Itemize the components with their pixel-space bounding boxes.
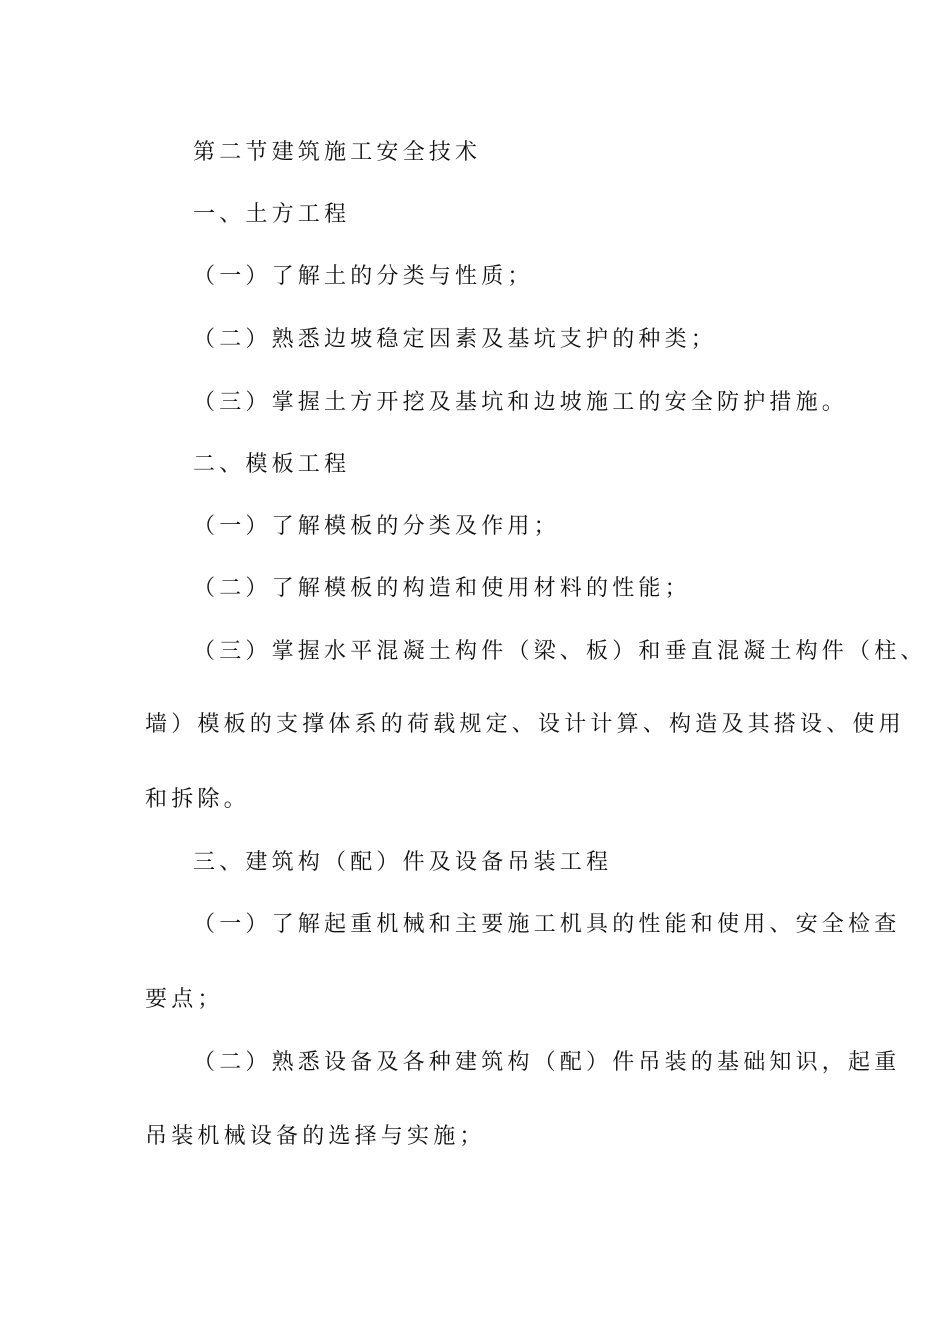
subsection-heading-hoisting: 三、建筑构（配）件及设备吊装工程 bbox=[193, 850, 613, 875]
list-item: （二）熟悉设备及各种建筑构（配）件吊装的基础知识，起重 bbox=[193, 1050, 901, 1075]
list-item-continuation: 吊装机械设备的选择与实施； bbox=[145, 1124, 486, 1149]
subsection-heading-earthwork: 一、土方工程 bbox=[193, 202, 351, 227]
list-item: （二）了解模板的构造和使用材料的性能； bbox=[193, 576, 691, 601]
list-item: （三）掌握土方开挖及基坑和边坡施工的安全防护措施。 bbox=[193, 390, 849, 415]
list-item: （三）掌握水平混凝土构件（梁、板）和垂直混凝土构件（柱、 bbox=[193, 639, 927, 664]
list-item: （一）了解土的分类与性质； bbox=[193, 264, 534, 289]
list-item: （一）了解模板的分类及作用； bbox=[193, 514, 560, 539]
list-item-continuation: 墙）模板的支撑体系的荷载规定、设计计算、构造及其搭设、使用 bbox=[145, 712, 905, 737]
list-item: （一）了解起重机械和主要施工机具的性能和使用、安全检查 bbox=[193, 912, 901, 937]
list-item-continuation: 要点； bbox=[145, 987, 224, 1012]
list-item: （二）熟悉边坡稳定因素及基坑支护的种类； bbox=[193, 327, 718, 352]
list-item-continuation: 和拆除。 bbox=[145, 787, 250, 812]
subsection-heading-formwork: 二、模板工程 bbox=[193, 452, 351, 477]
section-heading: 第二节建筑施工安全技术 bbox=[193, 140, 482, 165]
